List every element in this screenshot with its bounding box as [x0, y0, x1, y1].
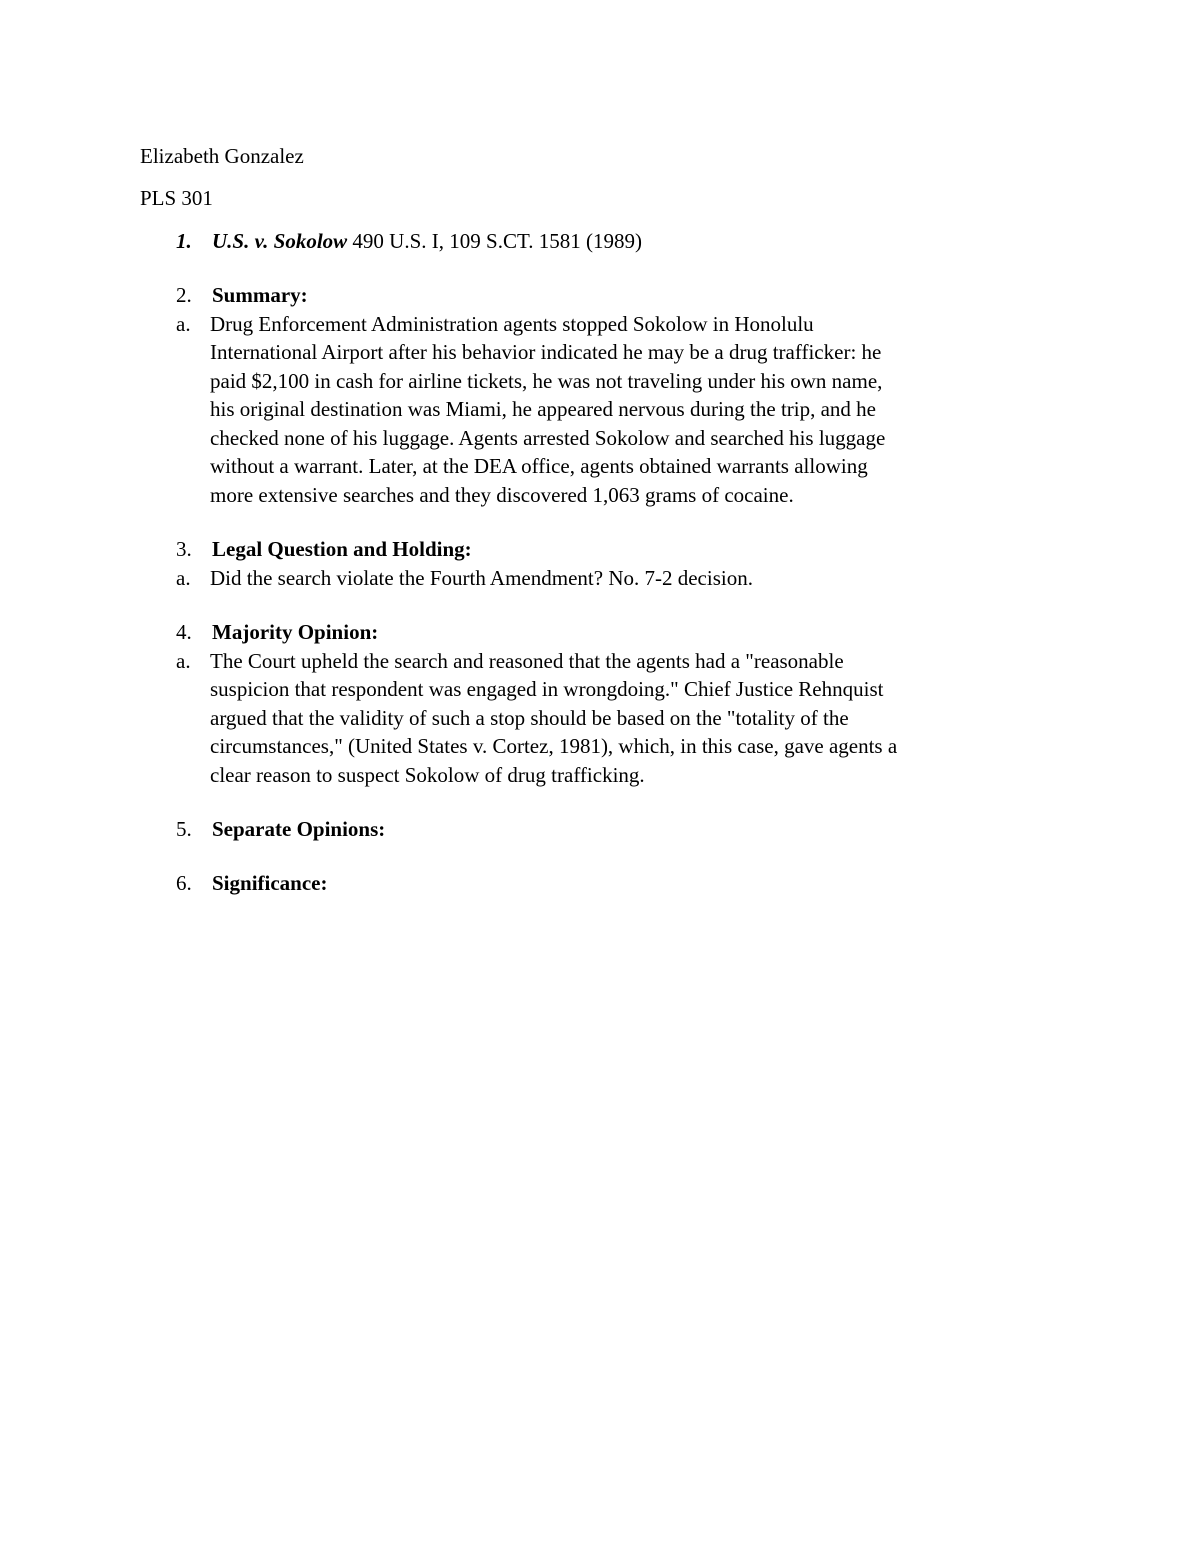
case-name: U.S. v. Sokolow [212, 229, 348, 253]
section-heading: Summary: [212, 283, 308, 307]
significance-section [140, 869, 1080, 898]
item-number: 5. [176, 817, 192, 841]
opinion-line: clear reason to suspect Sokolow of drug trafficking. [210, 762, 645, 787]
summary-section [140, 281, 1080, 509]
case-citation-item [140, 227, 1080, 256]
sub-item-letter: a. [176, 565, 191, 590]
sub-item-letter: a. [176, 648, 191, 673]
item-number: 1. [176, 229, 192, 253]
item-number: 4. [176, 620, 192, 644]
opinion-line: circumstances," (United States v. Cortez, 1981), which, in this case, gave agents a [210, 734, 898, 758]
item-number: 2. [176, 283, 192, 307]
legal-question-section [140, 535, 1080, 592]
section-heading: Legal Question and Holding: [212, 537, 472, 561]
section-heading: Separate Opinions: [212, 817, 386, 841]
opinion-line: suspicion that respondent was engaged in wrongdoing." Chief Justice Rehnquist [210, 677, 884, 701]
majority-opinion-section [140, 618, 1080, 789]
summary-line: more extensive searches and they discovered 1,063 grams of cocaine. [210, 482, 794, 507]
item-number: 3. [176, 537, 192, 561]
summary-line: without a warrant. Later, at the DEA office, agents obtained warrants allowing [210, 454, 868, 478]
summary-line: checked none of his luggage. Agents arrested Sokolow and searched his luggage [210, 425, 886, 450]
summary-line: Drug Enforcement Administration agents stopped Sokolow in Honolulu [210, 311, 814, 336]
summary-line: International Airport after his behavior indicated he may be a drug trafficker: he [210, 340, 882, 364]
separate-opinions-section [140, 815, 1080, 844]
section-heading: Majority Opinion: [212, 620, 379, 644]
sub-item-letter: a. [176, 311, 191, 336]
holding-line: Did the search violate the Fourth Amendment? No. 7-2 decision. [210, 565, 753, 590]
opinion-line: The Court upheld the search and reasoned that the agents had a "reasonable [210, 648, 844, 673]
student-name: Elizabeth Gonzalez [140, 144, 304, 168]
item-number: 6. [176, 871, 192, 895]
case-citation: 490 U.S. I, 109 S.CT. 1581 (1989) [347, 229, 642, 253]
summary-line: paid $2,100 in cash for airline tickets, he was not traveling under his own name, [210, 368, 883, 393]
course-code: PLS 301 [140, 186, 213, 210]
summary-line: his original destination was Miami, he appeared nervous during the trip, and he [210, 397, 877, 421]
section-heading: Significance: [212, 871, 328, 895]
opinion-line: argued that the validity of such a stop should be based on the "totality of the [210, 705, 849, 730]
